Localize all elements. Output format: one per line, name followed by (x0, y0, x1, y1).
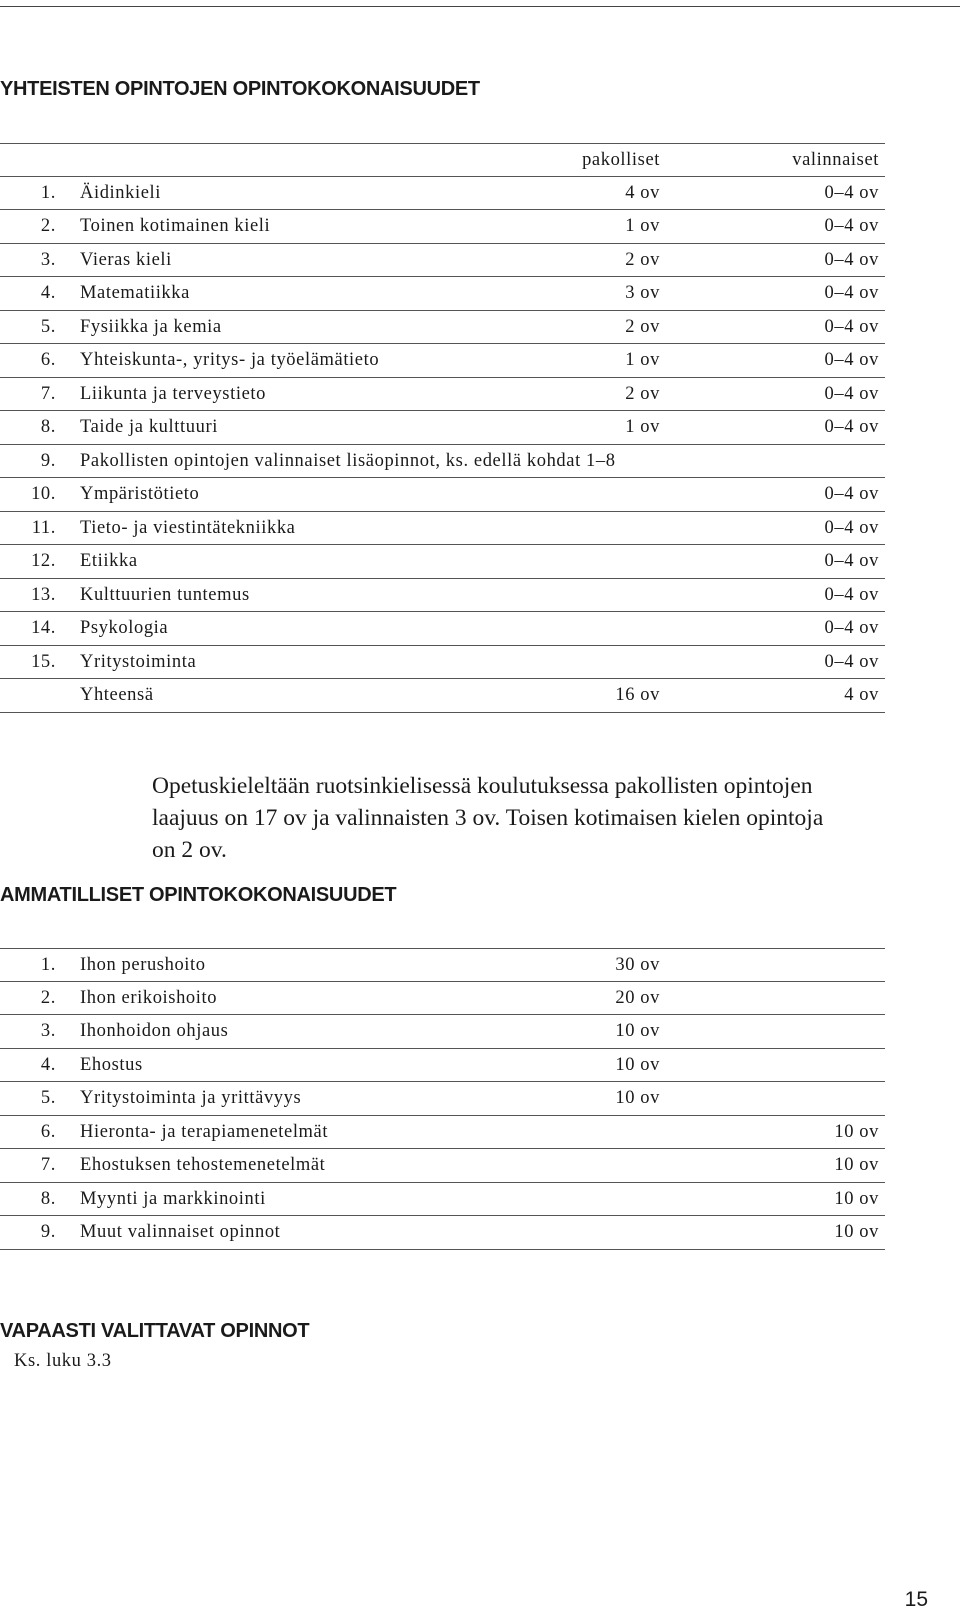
row-number: 13. (31, 584, 56, 605)
row-name: Pakollisten opintojen valinnaiset lisäopinnot, ks. edellä kohdat 1–8 (80, 450, 616, 471)
row-name: Ehostuksen tehostemenetelmät (80, 1155, 326, 1175)
row-optional: 0–4 ov (824, 350, 879, 370)
row-number: 2. (40, 987, 56, 1008)
row-number: 12. (31, 551, 56, 571)
row-name: Psykologia (80, 618, 169, 638)
row-name: Tieto- ja viestintätekniikka (80, 517, 296, 538)
row-compulsory: 1 ov (625, 216, 660, 236)
table-row (0, 646, 885, 680)
row-number: 14. (31, 618, 56, 638)
row-compulsory: 10 ov (615, 1021, 660, 1041)
table-row (0, 1183, 885, 1217)
row-number: 2. (40, 216, 56, 236)
general-studies-table (0, 143, 885, 713)
table-row (0, 1116, 885, 1150)
row-name: Muut valinnaiset opinnot (80, 1222, 281, 1242)
row-name: Ihonhoidon ohjaus (80, 1021, 229, 1041)
row-name: Ihon erikoishoito (80, 987, 218, 1008)
row-number: 8. (40, 417, 56, 437)
row-number: 10. (31, 484, 56, 504)
row-name: Yritystoiminta ja yrittävyys (80, 1088, 302, 1108)
row-optional: 10 ov (834, 1155, 879, 1175)
row-optional: 0–4 ov (824, 484, 879, 504)
table-row (0, 210, 885, 244)
row-number: 6. (40, 350, 56, 370)
vocational-table-body (0, 948, 885, 1250)
free-studies-heading: VAPAASTI VALITTAVAT OPINNOT (0, 1320, 310, 1342)
row-name: Yhteiskunta-, yritys- ja työelämätieto (80, 350, 380, 370)
row-optional: 0–4 ov (824, 517, 879, 538)
total-compulsory: 16 ov (615, 685, 660, 705)
table-row (0, 1216, 885, 1250)
row-name: Etiikka (80, 551, 138, 571)
row-optional: 0–4 ov (824, 651, 879, 672)
table-row (0, 1015, 885, 1049)
row-name: Äidinkieli (80, 182, 162, 203)
row-number: 1. (40, 955, 56, 975)
row-number: 3. (40, 249, 56, 270)
row-number: 7. (40, 383, 56, 404)
row-number: 15. (31, 651, 56, 672)
table-row (0, 478, 885, 512)
row-number: 3. (40, 1021, 56, 1041)
row-name: Ehostus (80, 1054, 143, 1075)
table-row (0, 411, 885, 445)
table-row (0, 177, 885, 211)
row-optional: 10 ov (834, 1222, 879, 1242)
table-row (0, 311, 885, 345)
row-compulsory: 1 ov (625, 350, 660, 370)
row-name: Vieras kieli (80, 249, 172, 270)
row-compulsory: 10 ov (615, 1088, 660, 1108)
row-name: Fysiikka ja kemia (80, 316, 222, 337)
general-studies-heading: YHTEISTEN OPINTOJEN OPINTOKOKONAISUUDET (0, 78, 480, 100)
row-optional: 0–4 ov (824, 249, 879, 270)
row-optional: 0–4 ov (824, 383, 879, 404)
row-name: Kulttuurien tuntemus (80, 584, 250, 605)
column-header-compulsory: pakolliset (582, 150, 660, 170)
page-number: 15 (904, 1588, 928, 1611)
row-number: 4. (40, 1054, 56, 1075)
row-number: 6. (40, 1121, 56, 1142)
table-row (0, 1149, 885, 1183)
table-row (0, 545, 885, 579)
row-compulsory: 30 ov (615, 955, 660, 975)
row-optional: 10 ov (834, 1121, 879, 1142)
table-row (0, 344, 885, 378)
table-row (0, 244, 885, 278)
row-number: 9. (40, 1222, 56, 1242)
table-row (0, 612, 885, 646)
row-optional: 0–4 ov (824, 316, 879, 337)
row-optional: 0–4 ov (824, 283, 879, 303)
vocational-studies-heading: AMMATILLISET OPINTOKOKONAISUUDET (0, 884, 397, 906)
row-compulsory: 4 ov (625, 182, 660, 203)
note-line: on 2 ov. (152, 837, 227, 863)
total-label: Yhteensä (80, 685, 154, 705)
row-optional: 0–4 ov (824, 182, 879, 203)
row-compulsory: 20 ov (615, 987, 660, 1008)
row-number: 9. (40, 450, 56, 471)
row-compulsory: 3 ov (625, 283, 660, 303)
row-name: Ihon perushoito (80, 955, 206, 975)
row-name: Yritystoiminta (80, 651, 197, 672)
row-compulsory: 2 ov (625, 316, 660, 337)
table-row (0, 948, 885, 982)
language-note (152, 770, 952, 866)
free-studies-reference: Ks. luku 3.3 (14, 1351, 112, 1371)
table-row (0, 277, 885, 311)
note-line: laajuus on 17 ov ja valinnaisten 3 ov. Toisen kotimaisen kielen opintoja (152, 805, 824, 831)
row-compulsory: 2 ov (625, 383, 660, 404)
table-row (0, 982, 885, 1016)
row-name: Ympäristötieto (80, 484, 200, 504)
row-optional: 0–4 ov (824, 551, 879, 571)
row-number: 5. (40, 316, 56, 337)
row-name: Hieronta- ja terapiamenetelmät (80, 1121, 329, 1142)
row-compulsory: 10 ov (615, 1054, 660, 1075)
table-row (0, 1082, 885, 1116)
row-optional: 0–4 ov (824, 216, 879, 236)
table-row (0, 378, 885, 412)
general-table-total-row (0, 679, 885, 713)
row-number: 7. (40, 1155, 56, 1175)
row-number: 4. (40, 283, 56, 303)
row-name: Myynti ja markkinointi (80, 1188, 266, 1209)
general-table-header (0, 143, 885, 177)
row-compulsory: 1 ov (625, 417, 660, 437)
row-optional: 10 ov (834, 1188, 879, 1209)
row-number: 8. (40, 1188, 56, 1209)
row-name: Taide ja kulttuuri (80, 417, 218, 437)
row-name: Liikunta ja terveystieto (80, 383, 266, 404)
column-header-optional: valinnaiset (792, 150, 879, 170)
row-number: 11. (31, 517, 56, 538)
table-row (0, 579, 885, 613)
table-row (0, 1049, 885, 1083)
general-table-body (0, 177, 885, 680)
row-number: 1. (40, 182, 56, 203)
row-number: 5. (40, 1088, 56, 1108)
row-optional: 0–4 ov (824, 618, 879, 638)
table-row (0, 445, 885, 479)
top-rule (0, 6, 960, 7)
row-name: Matematiikka (80, 283, 190, 303)
table-row (0, 512, 885, 546)
vocational-studies-table (0, 948, 885, 1250)
row-name: Toinen kotimainen kieli (80, 216, 271, 236)
total-optional: 4 ov (844, 685, 879, 705)
row-compulsory: 2 ov (625, 249, 660, 270)
note-line: Opetuskieleltään ruotsinkielisessä koulutuksessa pakollisten opintojen (152, 773, 813, 799)
row-optional: 0–4 ov (824, 584, 879, 605)
row-optional: 0–4 ov (824, 417, 879, 437)
